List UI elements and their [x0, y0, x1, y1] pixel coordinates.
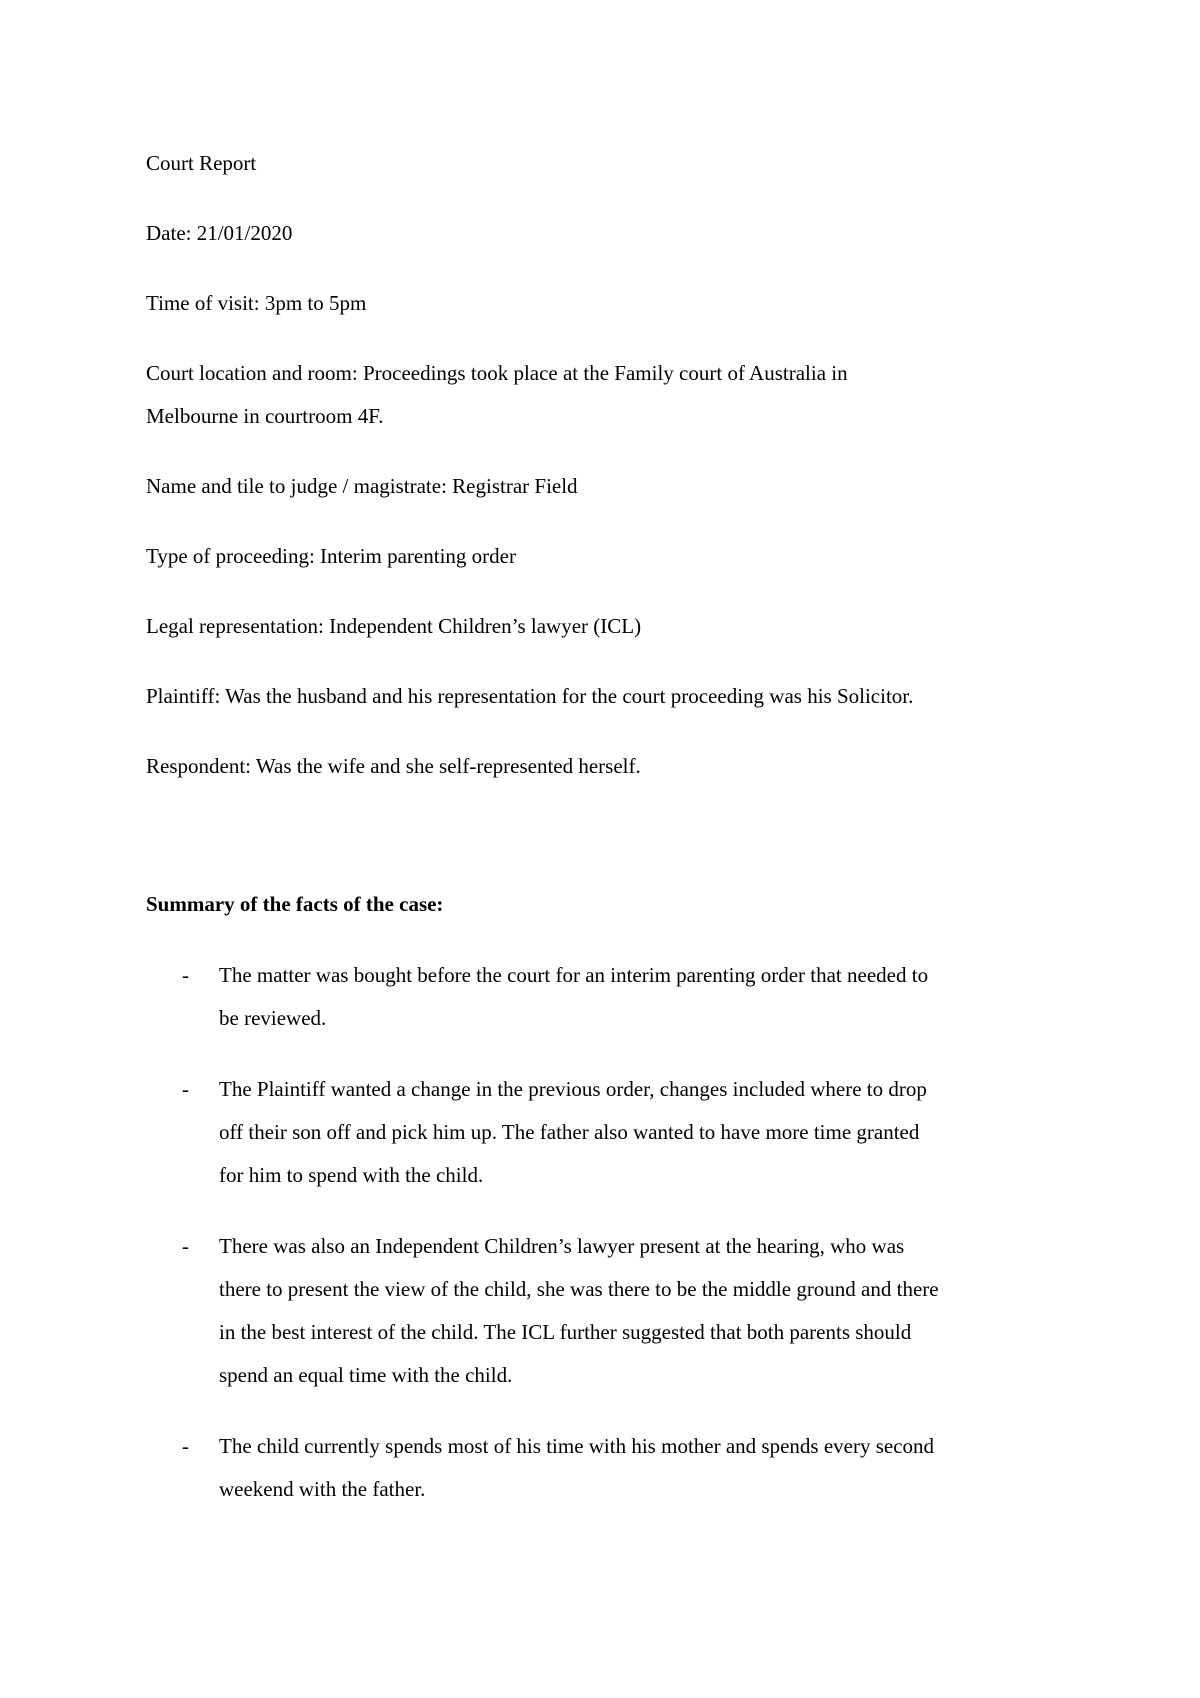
list-item-line: The Plaintiff wanted a change in the previous order, changes included where to drop — [219, 1077, 927, 1101]
summary-list — [146, 954, 1076, 1511]
list-item — [146, 1225, 1076, 1397]
bullet-dash: - — [182, 1434, 189, 1458]
plaintiff: Plaintiff: Was the husband and his representation for the court proceeding was his Solicitor. — [146, 684, 914, 708]
list-item-line: in the best interest of the child. The ICL further suggested that both parents should — [219, 1320, 912, 1344]
legal-representation: Legal representation: Independent Children’s lawyer (ICL) — [146, 614, 642, 638]
proceeding-type: Type of proceeding: Interim parenting order — [146, 544, 516, 568]
list-item-line: There was also an Independent Children’s lawyer present at the hearing, who was — [219, 1234, 905, 1258]
summary-heading: Summary of the facts of the case: — [146, 892, 444, 916]
list-item-line: for him to spend with the child. — [219, 1163, 484, 1187]
bullet-dash: - — [182, 963, 189, 987]
respondent: Respondent: Was the wife and she self-represented herself. — [146, 754, 641, 778]
bullet-dash: - — [182, 1234, 189, 1258]
list-item-line: The child currently spends most of his time with his mother and spends every second — [219, 1434, 935, 1458]
list-item-line: off their son off and pick him up. The father also wanted to have more time granted — [219, 1120, 920, 1144]
bullet-dash: - — [182, 1077, 189, 1101]
list-item-line: spend an equal time with the child. — [219, 1363, 513, 1387]
list-item — [146, 1068, 1076, 1197]
list-item-line: weekend with the father. — [219, 1477, 426, 1501]
list-item-line: be reviewed. — [219, 1006, 327, 1030]
list-item-line: there to present the view of the child, she was there to be the middle ground and there — [219, 1277, 939, 1301]
report-title: Court Report — [146, 151, 257, 175]
report-date: Date: 21/01/2020 — [146, 221, 293, 245]
court-location-line: Court location and room: Proceedings took place at the Family court of Australia in — [146, 361, 848, 385]
visit-time: Time of visit: 3pm to 5pm — [146, 291, 367, 315]
list-item — [146, 1425, 1076, 1511]
list-item-line: The matter was bought before the court for an interim parenting order that needed to — [219, 963, 929, 987]
court-location-line: Melbourne in courtroom 4F. — [146, 404, 384, 428]
spacer — [146, 815, 1076, 883]
court-location — [146, 352, 1076, 438]
judge-name: Name and tile to judge / magistrate: Registrar Field — [146, 474, 578, 498]
list-item — [146, 954, 1076, 1040]
document-body — [146, 142, 1076, 1539]
